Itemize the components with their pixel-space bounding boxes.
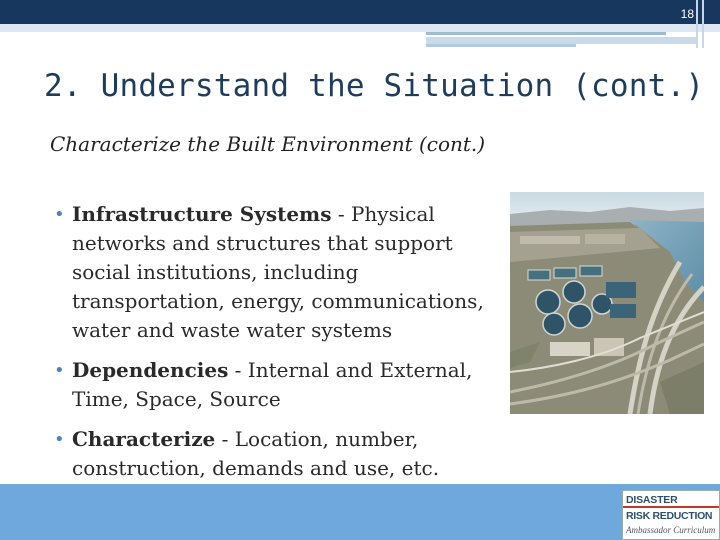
header-bar — [0, 0, 720, 24]
infrastructure-photo — [510, 192, 704, 414]
header-accent — [426, 37, 696, 44]
bullet-item — [52, 425, 507, 483]
slide-title: 2. Understand the Situation (cont.) — [44, 68, 705, 104]
header-band — [0, 24, 720, 32]
bullet-term: Dependencies — [72, 358, 229, 382]
header-accent — [426, 44, 576, 47]
bullet-text: - Internal and External, Time, Space, Source — [72, 358, 473, 411]
header-divider — [702, 0, 704, 48]
bullet-item — [52, 356, 507, 414]
footer-bar — [0, 484, 720, 540]
logo-line: Ambassador Curriculum — [626, 525, 716, 535]
bullet-item — [52, 200, 507, 345]
header-divider — [696, 0, 698, 48]
slide-number: 18 — [680, 7, 694, 21]
curriculum-logo — [622, 490, 720, 540]
bullet-list — [52, 200, 507, 494]
header-accent — [426, 32, 666, 35]
slide-subtitle: Characterize the Built Environment (cont.) — [50, 132, 486, 156]
logo-stripe — [623, 506, 719, 508]
bullet-text: - Physical networks and structures that support social institutions, including transportation, energy, communications, water and waste water systems — [72, 202, 484, 342]
logo-line: DISASTER — [626, 494, 678, 506]
bullet-term: Characterize — [72, 427, 216, 451]
bullet-term: Infrastructure Systems — [72, 202, 332, 226]
bullet-text: - Location, number, construction, demands and use, etc. — [72, 427, 440, 480]
logo-line: RISK REDUCTION — [626, 510, 713, 522]
